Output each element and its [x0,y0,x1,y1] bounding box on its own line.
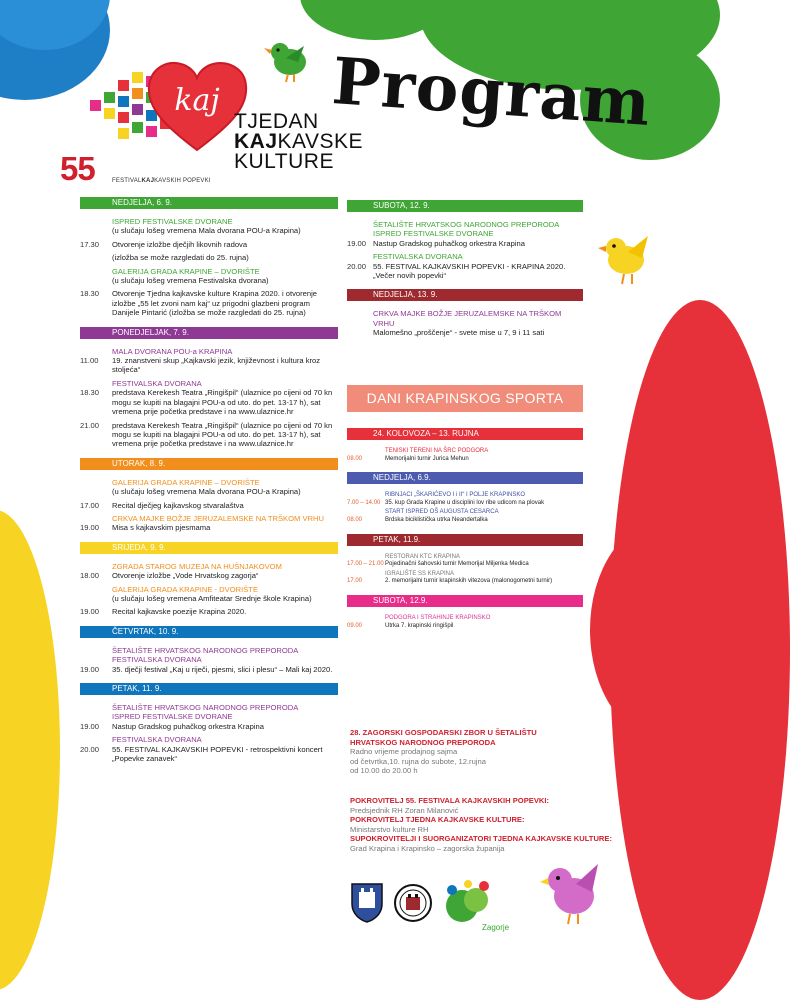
event-description: Memorijalni turnir Jurica Mehun [385,455,469,462]
venue-label: MALA DVORANA POU-a KRAPINA [112,346,233,356]
venue-label: CRKVA MAJKE BOŽJE JERUZALEMSKE NA TRŠKOM VRHU [373,309,562,328]
fair-line-2: od četvrtka,10. rujna do subote, 12.rujna [350,756,486,766]
day-section [347,595,583,630]
venue-label: FESTIVALSKA DVORANA [112,655,202,665]
event-description: 55. FESTIVAL KAJKAVSKIH POPEVKI - KRAPINA 2020.„Večer novih popevki“ [373,261,566,281]
day-header: SRIJEDA, 9. 9. [80,542,338,554]
event-entry [80,594,338,603]
day-section [347,200,583,280]
day-header: NEDJELJA, 13. 9. [347,289,583,301]
event-time: 21.00 [80,420,100,430]
festival-title [234,112,363,172]
day-header: NEDJELJA, 6. 9. [80,197,338,209]
day-header: PETAK, 11.9. [347,534,583,546]
yellow-bird-icon [598,228,654,284]
day-header: SUBOTA, 12.9. [347,595,583,607]
event-entry [80,665,338,674]
event-description: Recital dječjeg kajkavskog stvaralaštva [112,500,244,510]
event-description: (u slučaju lošeg vremena Mala dvorana POU-a Krapina) [112,487,301,497]
fair-block [350,728,650,776]
event-description: 19. znanstveni skup „Kajkavski jezik, književnost i kultura kroz stoljeća“ [112,356,321,375]
event-description: (u slučaju lošeg vremena Amfiteatar Srednje škole Krapina) [112,593,312,603]
day-header: NEDJELJA, 6.9. [347,472,583,484]
county-seal-icon [394,884,432,922]
venue-label: FESTIVALSKA DVORANA [112,378,202,388]
logo-word: kaj [174,83,220,118]
patron-2-title: POKROVITELJ TJEDNA KAJKAVSKE KULTURE: [350,815,525,825]
title-line-3: KULTURE [234,150,334,173]
event-entry [347,500,583,508]
event-entry [347,456,583,464]
sport-schedule-column [347,428,583,639]
event-entry [347,262,583,281]
green-bird-icon [264,36,312,82]
event-entry [80,289,338,317]
event-time: 08.00 [347,455,363,462]
day-header: ČETVRTAK, 10. 9. [80,626,338,638]
event-time [80,487,112,496]
venue-label: ISPRED FESTIVALSKE DVORANE [112,712,233,722]
venue-label: GALERIJA GRADA KRAPINE – DVORIŠTE [112,266,260,276]
day-section [80,683,338,763]
day-header: UTORAK, 8. 9. [80,458,338,470]
event-time: 18.30 [80,289,100,299]
event-entry [347,328,583,337]
event-description: Utrka 7. krapinski ringišpil [385,622,454,629]
venue-label: ISPRED FESTIVALSKE DVORANE [373,229,494,239]
venue-label: TENISKI TERENI NA ŠRC PODGORA [385,448,489,454]
pink-bird-icon [540,858,602,924]
event-entry [347,623,583,631]
venue-label: RESTORAN KTC KRAPINA [385,553,460,560]
zagorje-label: Zagorje [482,923,510,932]
event-entry [80,607,338,616]
event-entry [80,722,338,731]
event-entry [80,745,338,764]
event-time: 11.00 [80,356,99,366]
event-description: predstava Kerekesh Teatra „Ringišpil“ (ulaznice po cijeni od 70 kn mogu se kupiti na blagajni POU-a od uto. do pet. 13-17 h), sat vremena prije početka predstave i na www.ulaznice.hr [112,388,333,417]
patrons-block [350,796,650,854]
venue-label: ZGRADA STAROG MUZEJA NA HUŠNJAKOVOM [112,561,282,571]
day-header: 24. KOLOVOZA – 13. RUJNA [347,428,583,440]
event-description: (izložba se može razgledati do 25. rujna) [112,253,249,263]
venue-label: GALERIJA GRADA KRAPINE - DVORIŠTE [112,584,259,594]
event-description: Recital kajkavske poezije Krapina 2020. [112,607,247,617]
event-time [80,253,112,262]
program-title: Program [329,43,654,142]
venue-label: GALERIJA GRADA KRAPINE – DVORIŠTE [112,477,260,487]
event-entry [347,239,583,248]
patron-1-text: Predsjednik RH Zoran Milanović [350,805,459,815]
event-entry [80,356,338,375]
event-time: 19.00 [347,238,367,248]
event-time: 17.00 [347,578,363,585]
event-entry [80,501,338,510]
fair-line-3: od 10.00 do 20.00 h [350,766,418,776]
venue-label: ISPRED FESTIVALSKE DVORANE [112,217,233,226]
venue-label: ŠETALIŠTE HRVATSKOG NARODNOG PREPORODA [373,220,560,229]
left-schedule-column [80,197,338,772]
event-entry [80,571,338,580]
event-entry [80,487,338,496]
event-description: Misa s kajkavskim pjesmama [112,523,211,533]
event-time: 20.00 [80,744,100,754]
venue-label: IGRALIŠTE SS KRAPINA [385,570,455,577]
event-time: 19.00 [80,664,100,674]
event-description: Nastup Gradskog puhačkog orkestra Krapina [112,721,264,731]
event-time: 17.00 – 21.00 [347,561,384,568]
patron-3-title: SUPOKROVITELJI I SUORGANIZATORI TJEDNA KAJKAVSKE KULTURE: [350,834,613,844]
venue-label: CRKVA MAJKE BOŽJE JERUZALEMSKE NA TRŠKOM VRHU [112,513,324,523]
event-entry [80,276,338,285]
krapina-crest-icon [350,882,384,922]
day-section [347,428,583,463]
red-blob-right-2 [590,520,740,740]
day-header: PONEDJELJAK, 7. 9. [80,327,338,339]
event-description: Otvorenje izložbe „Vode Hrvatskog zagorja“ [112,571,259,581]
event-entry [347,517,583,525]
event-time [347,328,373,337]
title-line-2: KAJKAVSKE [234,130,363,153]
event-entry [80,421,338,449]
venue-label: RIBNJACI „ŠKARIĆEVO I i II“ I POLJE KRAPINSKO [385,492,526,499]
festival-number: 55 [60,150,95,187]
venue-label: ŠETALIŠTE HRVATSKOG NARODNOG PREPORODA [112,703,299,712]
event-description: Brdska biciklistička utrka Neandertalka [385,516,488,523]
venue-label: PODGORA I STRAHINJE KRAPINSKO [385,614,491,621]
event-time: 09.00 [347,622,363,629]
venue-label: FESTIVALSKA DVORANA [112,735,202,745]
event-time: 19.00 [80,523,100,533]
event-description: (u slučaju lošeg vremena Mala dvorana POU-a Krapina) [112,226,301,236]
event-time: 17.30 [80,239,100,249]
event-description: (u slučaju lošeg vremena Festivalska dvorana) [112,276,269,286]
event-description: Otvorenje Tjedna kajkavske kulture Krapina 2020. i otvorenje izložbe „55 let zvoni nam kaj“ uz prigodni glazbeni program Danijele Pintarić (izložba se može razgledati do 25. rujna) [112,289,318,318]
event-entry [347,578,583,586]
event-entry [80,523,338,532]
day-section [80,327,338,449]
event-time: 18.00 [80,571,100,581]
festival-name-small: FESTIVALKAJKAVSKIH POPEVKI [112,178,211,184]
event-time: 7.00 – 14.00 [347,499,381,506]
event-entry [80,388,338,416]
event-time: 18.30 [80,388,100,398]
venue-label: START ISPRED OŠ AUGUSTA CESARCA [385,509,499,516]
event-description: 55. FESTIVAL KAJKAVSKIH POPEVKI - retrospektivni koncert „Popevke zanavek“ [112,744,323,764]
event-entry [80,253,338,262]
event-description: Nastup Gradskog puhačkog orkestra Krapina [373,238,525,248]
patron-3-text: Grad Krapina i Krapinsko – zagorska županija [350,843,505,853]
day-section [347,472,583,524]
day-section [80,542,338,617]
event-description: 35. kup Grada Krapine u disciplini lov ribe udicom na plovak [385,499,545,506]
sport-banner: DANI KRAPINSKOG SPORTA [347,385,583,412]
event-description: 35. dječji festival „Kaj u riječi, pjesmi, slici i plesu“ – Mali kaj 2020. [112,664,333,674]
event-description: Otvorenje izložbe dječjih likovnih radova [112,239,248,249]
patron-2-text: Ministarstvo kulture RH [350,824,429,834]
event-time: 19.00 [80,721,100,731]
day-section [347,534,583,586]
event-time [80,276,112,285]
title-line-1: TJEDAN [234,110,319,133]
day-section [347,289,583,337]
day-header: SUBOTA, 12. 9. [347,200,583,212]
fair-title: 28. ZAGORSKI GOSPODARSKI ZBOR U ŠETALIŠTU HRVATSKOG NARODNOG PREPORODA [350,728,537,747]
right-schedule-column [347,200,583,347]
event-time [80,226,112,235]
day-section [80,197,338,318]
day-section [80,458,338,533]
day-section [80,626,338,674]
event-description: Pojedinačni šahovski turnir Memorijal Miljenka Medica [385,561,529,568]
event-time: 20.00 [347,261,367,271]
venue-label: ŠETALIŠTE HRVATSKOG NARODNOG PREPORODA [112,645,299,655]
event-description: predstava Kerekesh Teatra „Ringišpil“ (ulaznice po cijeni od 70 kn mogu se kupiti na blagajni POU-a od uto. do pet. 13-17 h), sat vremena prije početka predstave i na www.ulaznice.hr [112,420,333,449]
event-time: 17.00 [80,500,100,510]
zagorje-logo-icon [440,876,510,932]
fair-line-1: Radno vrijeme prodajnog sajma [350,747,458,757]
event-entry [80,226,338,235]
day-header: PETAK, 11. 9. [80,683,338,695]
event-entry [80,240,338,249]
event-time: 08.00 [347,516,363,523]
patron-1-title: POKROVITELJ 55. FESTIVALA KAJKAVSKIH POPEVKI: [350,796,550,805]
event-time [80,594,112,603]
event-entry [347,561,583,569]
event-time: 19.00 [80,607,100,617]
event-description: Malomešno „proščenje“ - svete mise u 7, 9 i 11 sati [373,328,545,338]
venue-label: FESTIVALSKA DVORANA [373,252,463,262]
event-description: 2. memorijalni turnir krapinskih vitezova (malonogometni turnir) [385,578,553,585]
